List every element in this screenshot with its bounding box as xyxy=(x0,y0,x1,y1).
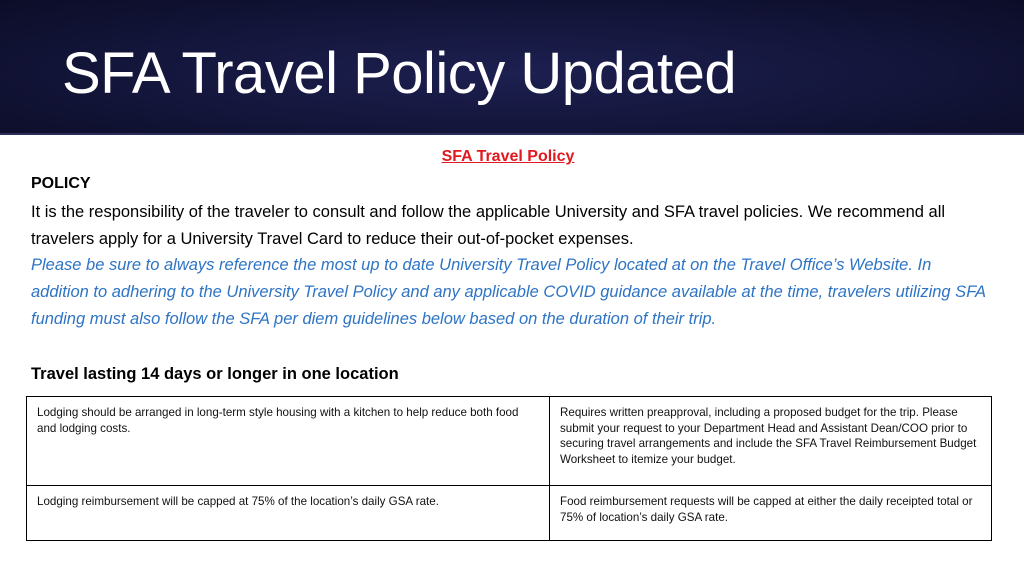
table-row xyxy=(27,486,992,541)
travel-policy-link[interactable]: SFA Travel Policy xyxy=(441,148,575,165)
slide-title: SFA Travel Policy Updated xyxy=(62,41,737,106)
table-cell: Food reimbursement requests will be capped at either the daily receipted total or 75% of location’s daily GSA rate. xyxy=(550,486,992,541)
table-cell: Requires written preapproval, including a proposed budget for the trip. Please submit your request to your Department Head and Assistant Dean/COO prior to securing travel arrangements and include the SFA Travel Reimbursement Budget Worksheet to itemize your budget. xyxy=(550,397,992,486)
policy-paragraph: It is the responsibility of the traveler to consult and follow the applicable University and SFA travel policies. We recommend all travelers apply for a University Travel Card to reduce their out-of-pocket expenses. xyxy=(31,203,946,248)
table-cell: Lodging should be arranged in long-term style housing with a kitchen to help reduce both food and lodging costs. xyxy=(27,397,550,486)
reference-paragraph: Please be sure to always reference the most up to date University Travel Policy located at on the Travel Office’s Website. In addition to adhering to the University Travel Policy and any applicable COVID guidance available at the time, travelers utilizing SFA funding must also follow the SFA per diem guidelines below based on the duration of their trip. xyxy=(31,256,986,328)
title-bar xyxy=(0,0,1024,135)
section-heading: Travel lasting 14 days or longer in one location xyxy=(31,365,399,383)
table-row xyxy=(27,397,992,486)
policy-heading: POLICY xyxy=(31,175,91,192)
guidelines-table xyxy=(26,396,992,541)
table-cell: Lodging reimbursement will be capped at 75% of the location’s daily GSA rate. xyxy=(27,486,550,541)
